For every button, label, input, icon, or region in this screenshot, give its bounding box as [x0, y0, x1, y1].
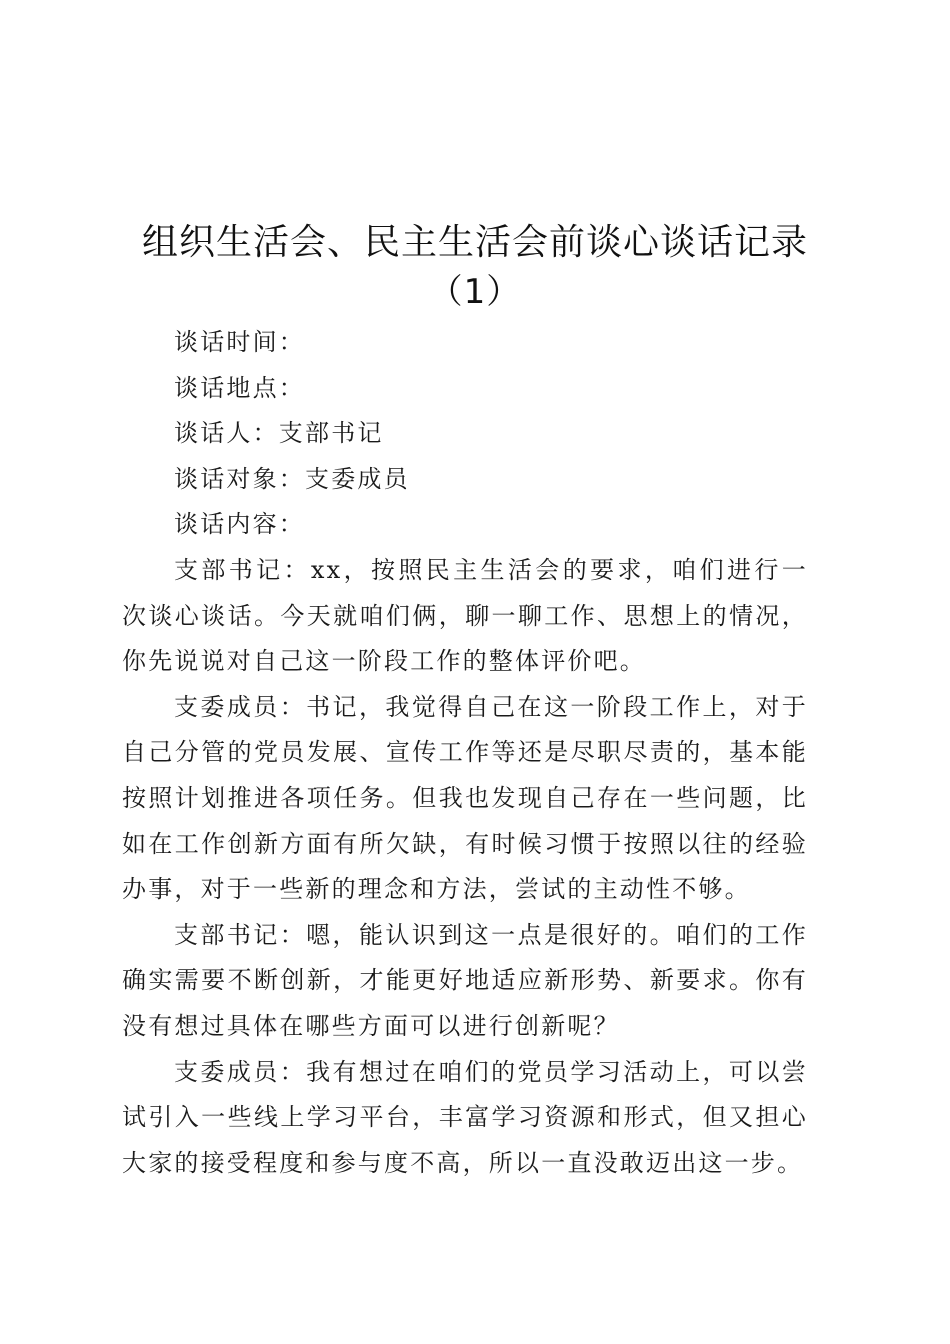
- meta-location: 谈话地点：: [174, 373, 305, 402]
- document-body: [122, 320, 808, 1186]
- dialogue-paragraph: 支部书记：xx，按照民主生活会的要求，咱们进行一次谈心谈话。今天就咱们俩，聊一聊工作、思想上的情况，你先说说对自己这一阶段工作的整体评价吧。: [122, 555, 808, 676]
- meta-speaker: 谈话人：支部书记: [174, 419, 384, 448]
- dialogue-paragraph: 支委成员：书记，我觉得自己在这一阶段工作上，对于自己分管的党员发展、宣传工作等还是尽职尽责的，基本能按照计划推进各项任务。但我也发现自己存在一些问题，比如在工作创新方面有所欠缺，有时候习惯于按照以往的经验办事，对于一些新的理念和方法，尝试的主动性不够。: [122, 692, 808, 904]
- meta-time: 谈话时间：: [174, 328, 305, 356]
- meta-subject: 谈话对象：支委成员: [174, 464, 410, 493]
- document-title: 组织生活会、民主生活会前谈心谈话记录: [141, 222, 808, 263]
- dialogue-paragraph: 支部书记：嗯，能认识到这一点是很好的。咱们的工作确实需要不断创新，才能更好地适应新形势、新要求。你有没有想过具体在哪些方面可以进行创新呢？: [122, 920, 808, 1040]
- meta-content: 谈话内容：: [174, 510, 305, 539]
- document-title-number: （1）: [428, 272, 522, 312]
- dialogue-paragraph: 支委成员：我有想过在咱们的党员学习活动上，可以尝试引入一些线上学习平台，丰富学习资源和形式，但又担心大家的接受程度和参与度不高，所以一直没敢迈出这一步。: [122, 1057, 808, 1177]
